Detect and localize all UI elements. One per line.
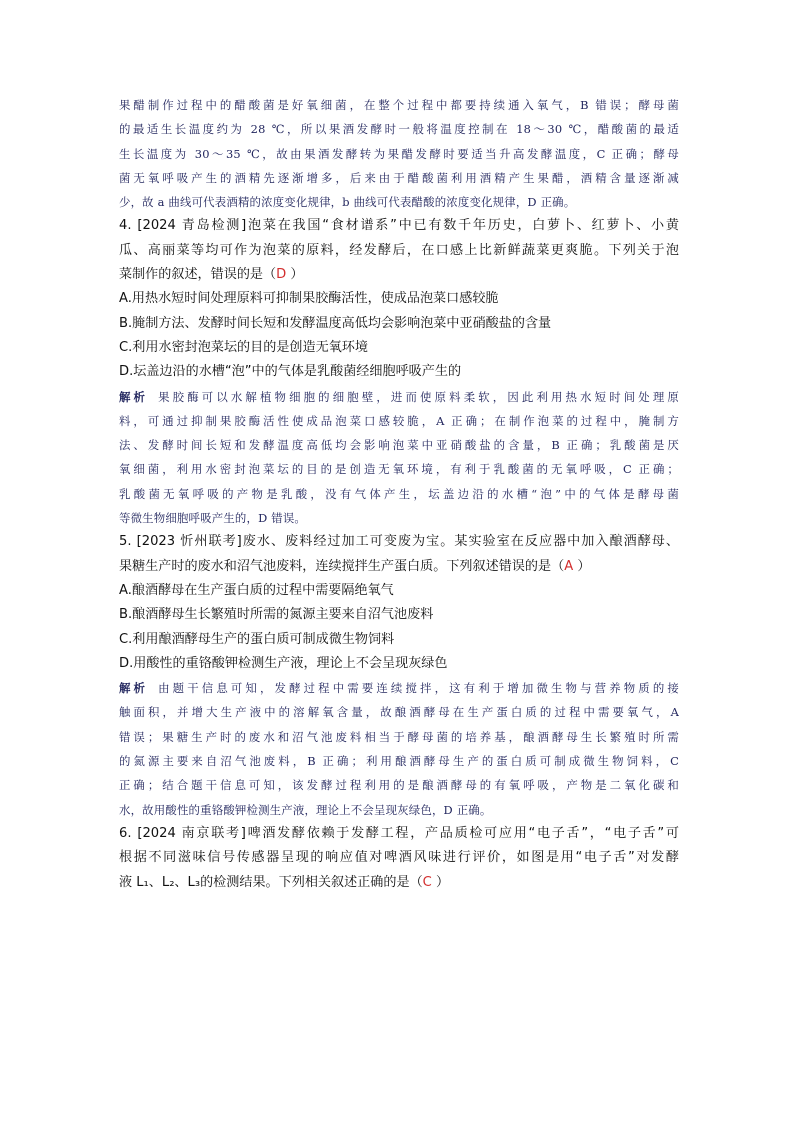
question-stem-line: [119, 263, 679, 287]
question-6: [119, 822, 679, 895]
question-stem-text: 菜制作的叙述，错误的是（: [119, 267, 277, 283]
option-a: A.用热水短时间处理原料可抑制果胶酶活性，使成品泡菜口感较脆: [119, 291, 499, 307]
explanation-line: 氧细菌，利用水密封泡菜坛的目的是创造无氧环境，有利于乳酸菌的无氧呼吸，C 正确；: [119, 462, 679, 477]
option-b: B.腌制方法、发酵时间长短和发酵温度高低均会影响泡菜中亚硝酸盐的含量: [119, 315, 552, 331]
explanation-line: [119, 385, 679, 409]
option-d: D.坛盖边沿的水槽“泡”中的气体是乳酸菌经细胞呼吸产生的: [119, 364, 462, 380]
answer-letter: C: [422, 874, 432, 890]
question-stem-text: 果糖生产时的废水和沼气池废料，连续搅拌生产蛋白质。下列叙述错误的是（: [119, 558, 565, 574]
question-4: [119, 214, 679, 530]
explanation-tag: 解析: [119, 389, 149, 404]
question-stem-line: 瓜、高丽菜等均可作为泡菜的原料，经发酵后，在口感上比新鲜蔬菜更爽脆。下列关于泡: [119, 242, 679, 258]
explanation-text: 由题干信息可知，发酵过程中需要连续搅拌，这有利于增加微生物与营养物质的接: [158, 681, 679, 696]
explanation-line: 少，故 a 曲线可代表酒精的浓度变化规律，b 曲线可代表醋酸的浓度变化规律，D 正确。: [119, 195, 576, 210]
question-stem-line: 6. [2024 南京联考]啤酒发酵依赖于发酵工程，产品质检可应用“电子舌”，“电子舌”可: [119, 825, 679, 841]
explanation-line: 生长温度为 30～35 ℃，故由果酒发酵转为果醋发酵时要适当升高发酵温度，C 正确；酵母: [119, 146, 679, 161]
question-stem-text: 液 L₁、L₂、L₃的检测结果。下列相关叙述正确的是（: [119, 874, 423, 890]
option-d: D.用酸性的重铬酸钾检测生产液，理论上不会呈现灰绿色: [119, 655, 448, 671]
prev-explanation: [119, 93, 679, 214]
question-stem-line: 4. [2024 青岛检测]泡菜在我国“食材谱系”中已有数千年历史，白萝卜、红萝卜、小黄: [119, 218, 679, 234]
answer-bracket: ）: [431, 874, 450, 890]
question-stem-line: 5. [2023 忻州联考]废水、废料经过加工可变废为宝。某实验室在反应器中加入酿酒酵母、: [119, 534, 679, 550]
option-c: C.利用水密封泡菜坛的目的是创造无氧环境: [119, 339, 368, 355]
answer-bracket: ）: [286, 267, 304, 283]
explanation-line: 果醋制作过程中的醋酸菌是好氧细菌，在整个过程中都要持续通入氧气，B 错误；酵母菌: [119, 98, 679, 112]
option-c: C.利用酿酒酵母生产的蛋白质可制成微生物饲料: [119, 631, 395, 647]
explanation-line: [119, 676, 679, 700]
answer-letter: A: [564, 558, 574, 574]
explanation-line: 等微生物细胞呼吸产生的，D 错误。: [119, 511, 307, 526]
explanation-text: 果胶酶可以水解植物细胞的细胞壁，进而使原料柔软，因此利用热水短时间处理原: [158, 389, 679, 404]
option-a: A.酿酒酵母在生产蛋白质的过程中需要隔绝氧气: [119, 582, 394, 598]
question-5: [119, 530, 679, 822]
explanation-line: 的氮源主要来自沼气池废料，B 正确；利用酿酒酵母生产的蛋白质可制成微生物饲料，C: [119, 754, 679, 769]
explanation-tag: 解析: [119, 681, 149, 696]
option-b: B.酿酒酵母生长繁殖时所需的氮源主要来自沼气池废料: [119, 607, 434, 623]
explanation-line: 乳酸菌无氧呼吸的产物是乳酸，没有气体产生，坛盖边沿的水槽“泡”中的气体是酵母菌: [119, 486, 679, 501]
answer-letter: D: [276, 267, 287, 283]
explanation-line: 水，故用酸性的重铬酸钾检测生产液，理论上不会呈现灰绿色，D 正确。: [119, 802, 492, 817]
explanation-line: 触面积，并增大生产液中的溶解氧含量，故酿酒酵母在生产蛋白质的过程中需要氧气，A: [119, 705, 679, 720]
explanation-line: 的最适生长温度约为 28 ℃，所以果酒发酵时一般将温度控制在 18～30 ℃，醋酸菌的最适: [119, 122, 679, 137]
explanation-line: 菌无氧呼吸产生的酒精先逐渐增多，后来由于醋酸菌利用酒精产生果醋，酒精含量逐渐减: [119, 170, 679, 185]
question-stem-line: 根据不同滋味信号传感器呈现的响应值对啤酒风味进行评价，如图是用“电子舌”对发酵: [119, 850, 679, 866]
explanation-line: 错误；果糖生产时的废水和沼气池废料相当于酵母菌的培养基，酿酒酵母生长繁殖时所需: [119, 729, 679, 744]
explanation-line: 料，可通过抑制果胶酶活性使成品泡菜口感较脆，A 正确；在制作泡菜的过程中，腌制方: [119, 413, 679, 428]
question-stem-line: [119, 555, 679, 579]
explanation-line: 法、发酵时间长短和发酵温度高低均会影响泡菜中亚硝酸盐的含量，B 正确；乳酸菌是厌: [119, 438, 679, 453]
explanation-line: 正确；结合题干信息可知，该发酵过程利用的是酿酒酵母的有氧呼吸，产物是二氧化碳和: [119, 778, 679, 793]
question-stem-line: [119, 871, 679, 895]
page-content: [119, 93, 679, 895]
answer-bracket: ）: [573, 558, 591, 574]
